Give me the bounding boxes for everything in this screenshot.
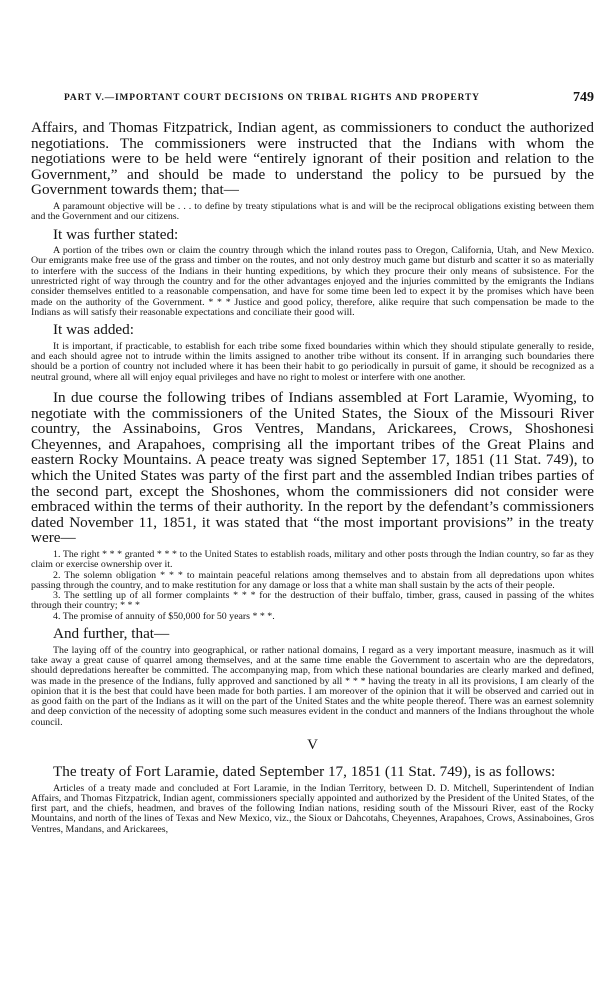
page-body (31, 120, 594, 835)
paragraph: The treaty of Fort Laramie, dated September 17, 1851 (11 Stat. 749), is as follows: (53, 763, 556, 780)
page-header (64, 92, 594, 110)
block-quote: It is important, if practicable, to establish for each tribe some fixed boundaries within which they should stipulate generally to reside, and each should agree not to intrude within the limits assigned to another tribe without its consent. If in arranging such boundaries there should be a portion of country not included where it has been their habit to go periodically in pursuit of game, it should be recognized as a neutral ground, where all will enjoy equal privileges and have no right to molest or interfere with one another. (31, 340, 594, 383)
section-heading: V (307, 737, 318, 753)
running-title: PART V.—IMPORTANT COURT DECISIONS ON TRIBAL RIGHTS AND PROPERTY (64, 93, 480, 103)
treaty-provision-item: 2. The solemn obligation * * * to maintain peaceful relations among themselves and to abstain from all depredations upon whites passing through the country, and to make restitution for any damage or loss that a white man shall sustain by the acts of their people. (31, 569, 594, 591)
page-number: 749 (573, 90, 594, 105)
treaty-provision-item: 1. The right * * * granted * * * to the United States to establish roads, military and other posts through the Indian country, so far as they claim or exercise ownership over it. (31, 548, 594, 571)
paragraph: It was further stated: (53, 225, 179, 243)
block-quote: The laying off of the country into geographical, or rather national domains, I regard as a very important measure, inasmuch as it will take away a great cause of quarrel among themselves, and at the same time enable the Government to ascertain who are the depredators, should depredations hereafter be committed. The accompanying map, from which these national boundaries are clearly marked and defined, was made in the presence of the Indians, fully approved and sanctioned by all * * * having the treaty in all its provisions, I am clearly of the opinion that it is the best that could have been made for both parties. I am moreover of the opinion that it will be observed and carried out in as good faith on the part of the Indians as it will on the part of the United States and the white people thereof. There was an earnest solemnity and deep conviction of the necessity of adopting some such measures evident in the conduct and manners of the Indians throughout the whole council. (31, 644, 594, 728)
block-quote: A paramount objective will be . . . to define by treaty stipulations what is and will be the reciprocal obligations existing between them and the Government and our citizens. (31, 200, 594, 223)
paragraph: Affairs, and Thomas Fitzpatrick, Indian agent, as commissioners to conduct the authorized negotiations. The commissioners were instructed that the Indians with whom the negotiations were to be held were “entirely ignorant of their position and relation to the Government,” and should be made to understand the policy to be pursued by the Government towards them; that— (31, 119, 594, 199)
block-quote: Articles of a treaty made and concluded at Fort Laramie, in the Indian Territory, between D. D. Mitchell, Superintendent of Indian Affairs, and Thomas Fitzpatrick, Indian agent, commissioners specially appointed and authorized by the President of the United States, of the first part, and the chiefs, headmen, and braves of the following Indian nations, residing south of the Missouri River, east of the Rocky Mountains, and north of the lines of Texas and New Mexico, viz., the Sioux or Dahcotahs, Cheyennes, Arapahoes, Crows, Assinaboines, Gros Ventres, Mandans, and Arickarees, (31, 782, 594, 835)
treaty-provision-item: 3. The settling up of all former complaints * * * for the destruction of their buffalo, timber, grass, caused in passing of the whites through their country; * * * (31, 590, 594, 612)
paragraph: In due course the following tribes of Indians assembled at Fort Laramie, Wyoming, to negotiate with the commissioners of the United States, the Sioux of the Missouri River country, the Assinaboins, Gros Ventres, Mandans, Arickarees, Crows, Shoshonesi Cheyennes, and Arapahoes, comprising all the important tribes of the Great Plains and eastern Rocky Mountains. A peace treaty was signed September 17, 1851 (11 Stat. 749), to which the United States was party of the first part and the assembled Indian tribes parties of the second part, except the Shoshones, whom the commissioners did not consider were embraced within the terms of their authority. In the report by the defendant’s commissioners dated November 11, 1851, it was stated that “the most important provisions” in the treaty were— (31, 389, 594, 547)
treaty-provision-item: 4. The promise of annuity of $50,000 for 50 years * * *. (53, 610, 275, 622)
paragraph: And further, that— (53, 625, 170, 643)
paragraph: It was added: (53, 321, 134, 339)
block-quote: A portion of the tribes own or claim the country through which the inland routes pass to Oregon, California, Utah, and New Mexico. Our emigrants make free use of the grass and timber on the routes, and not only destroy much game but disturb and scatter it so as materially to interfere with the success of the Indians in their hunting expeditions, by which they procure their only means of subsistence. For the unrestricted right of way through the country and for the other advantages enjoyed and the injuries committed by the emigrants the Indians consider themselves entitled to a reasonable compensation, and have for some time been led to expect it by the promises which have been made on the authority of the Government. * * * Justice and good policy, therefore, alike require that such compensation be made to the Indians as will satisfy their reasonable expectations and conciliate their good will. (31, 245, 594, 318)
